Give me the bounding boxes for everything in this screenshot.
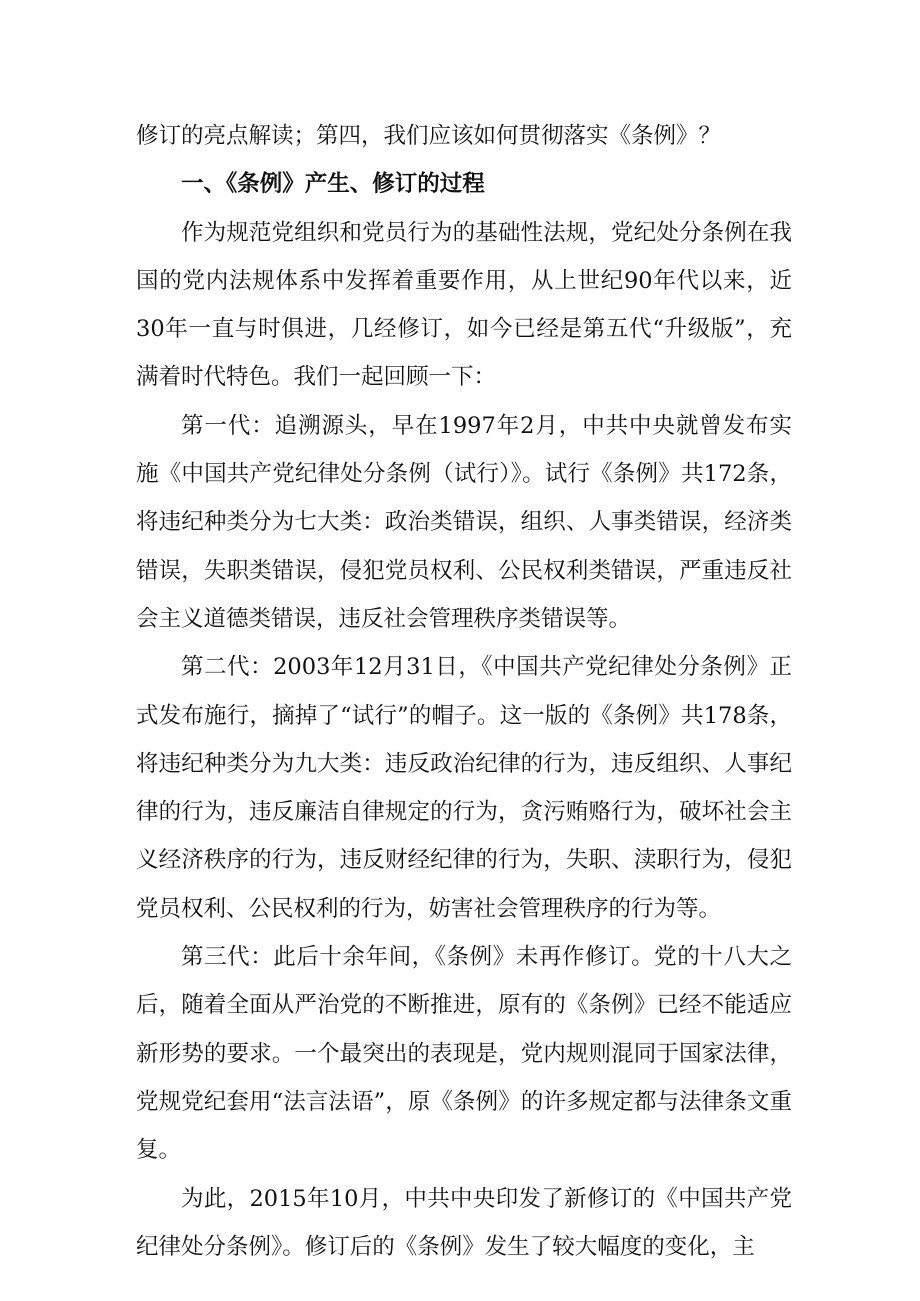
paragraph-2015-revision: 为此，2015年10月，中共中央印发了新修订的《中国共产党纪律处分条例》。修订后的《条例》发生了较大幅度的变化，主 xyxy=(136,1185,792,1260)
paragraph-first-generation: 第一代：追溯源头，早在1997年2月，中共中央就曾发布实施《中国共产党纪律处分条例（试行）》。试行《条例》共172条，将违纪种类分为七大类：政治类错误，组织、人事类错误，经济类错误，失职类错误，侵犯党员权利、公民权利类错误，严重违反社会主义道德类错误，违反社会管理秩序类错误等。 xyxy=(136,412,792,632)
document-body xyxy=(136,112,792,1271)
paragraph-third-generation: 第三代：此后十余年间，《条例》未再作修订。党的十八大之后，随着全面从严治党的不断推进，原有的《条例》已经不能适应新形势的要求。一个最突出的表现是，党内规则混同于国家法律，党规党纪套用“法言法语”，原《条例》的许多规定都与法律条文重复。 xyxy=(136,944,792,1164)
section-heading: 一、《条例》产生、修订的过程 xyxy=(181,171,485,198)
paragraph-second-generation: 第二代：2003年12月31日，《中国共产党纪律处分条例》正式发布施行，摘掉了“试行”的帽子。这一版的《条例》共178条，将违纪种类分为九大类：违反政治纪律的行为，违反组织、人事纪律的行为，违反廉洁自律规定的行为，贪污贿赂行为，破坏社会主义经济秩序的行为，违反财经纪律的行为，失职、渎职行为，侵犯党员权利、公民权利的行为，妨害社会管理秩序的行为等。 xyxy=(136,654,792,922)
paragraph-intro: 作为规范党组织和党员行为的基础性法规，党纪处分条例在我国的党内法规体系中发挥着重要作用，从上世纪90年代以来，近30年一直与时俱进，几经修订，如今已经是第五代“升级版”，充满着时代特色。我们一起回顾一下： xyxy=(136,219,792,391)
paragraph-continuation: 修订的亮点解读；第四，我们应该如何贯彻落实《条例》？ xyxy=(136,123,722,149)
